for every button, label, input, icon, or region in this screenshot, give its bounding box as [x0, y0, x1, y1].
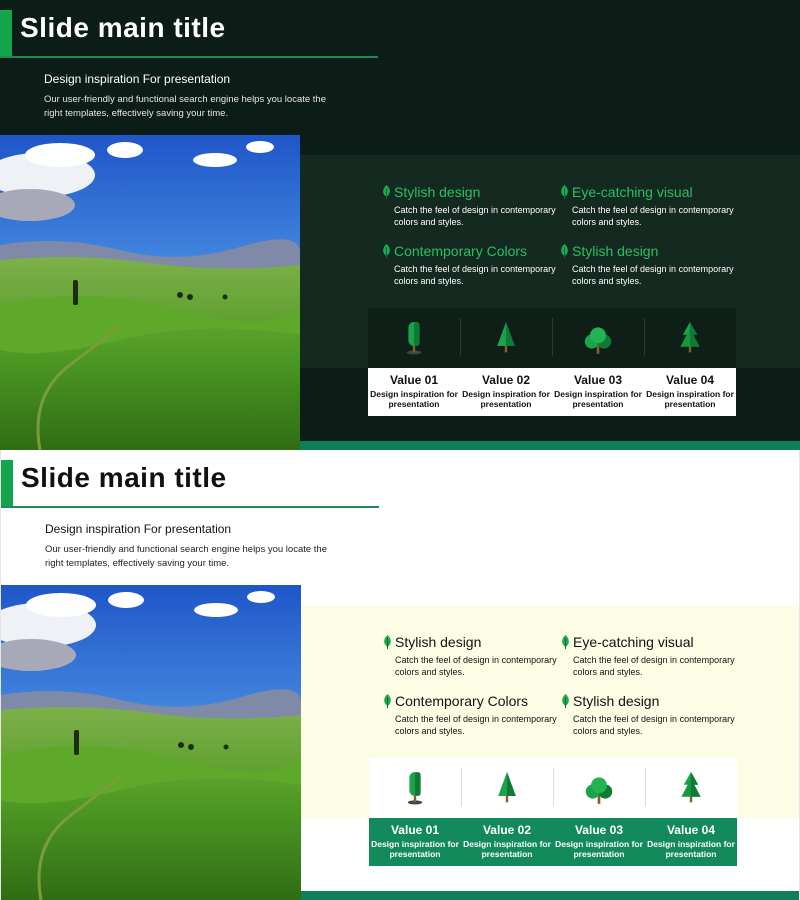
feature-text: Catch the feel of design in contemporary colors and styles. — [395, 655, 557, 677]
value-strip — [369, 818, 737, 866]
value-text: Design inspiration for presentation — [554, 389, 642, 409]
slide-light — [0, 450, 800, 900]
value-title: Value 03 — [573, 373, 623, 387]
leaf-icon — [383, 635, 392, 649]
column-tree-icon — [368, 308, 460, 368]
feature-title: Stylish design — [572, 243, 659, 259]
feature-text: Catch the feel of design in contemporary colors and styles. — [573, 714, 735, 736]
layered-pine-icon — [644, 308, 736, 368]
feature-text: Catch the feel of design in contemporary colors and styles. — [395, 714, 557, 736]
value-title: Value 03 — [574, 823, 624, 837]
title-accent-bar — [0, 10, 12, 56]
value-item — [461, 818, 553, 866]
bottom-accent-line — [300, 441, 800, 450]
value-item — [644, 368, 736, 416]
value-strip — [368, 368, 736, 416]
leaf-icon — [561, 694, 570, 708]
cone-tree-icon — [460, 308, 552, 368]
feature-title: Contemporary Colors — [395, 693, 529, 709]
feature-title: Stylish design — [573, 693, 660, 709]
value-item — [460, 368, 552, 416]
value-text: Design inspiration for presentation — [463, 839, 551, 859]
slide-title: Slide main title — [20, 12, 226, 43]
bottom-accent-line — [301, 891, 800, 900]
value-text: Design inspiration for presentation — [370, 389, 458, 409]
slide-subtitle: Design inspiration For presentation — [44, 72, 231, 86]
bush-tree-icon — [552, 308, 644, 368]
tree-icon-strip — [368, 308, 736, 368]
leaf-icon — [560, 185, 569, 199]
bush-tree-icon — [553, 758, 645, 818]
leaf-icon — [560, 244, 569, 258]
landscape-image — [0, 135, 300, 450]
title-underline — [0, 56, 378, 58]
value-text: Design inspiration for presentation — [462, 389, 550, 409]
feature-text: Catch the feel of design in contemporary colors and styles. — [394, 205, 556, 227]
feature-text: Catch the feel of design in contemporary colors and styles. — [572, 264, 734, 286]
feature-title: Stylish design — [394, 184, 481, 200]
value-item — [552, 368, 644, 416]
value-text: Design inspiration for presentation — [647, 839, 735, 859]
slide-description: Our user-friendly and functional search engine helps you locate the right templates, effectively saving your time. — [44, 94, 327, 119]
feature-title: Contemporary Colors — [394, 243, 528, 259]
leaf-icon — [382, 185, 391, 199]
slide-title: Slide main title — [21, 462, 227, 493]
slide-subtitle: Design inspiration For presentation — [45, 522, 232, 536]
title-underline — [1, 506, 379, 508]
feature-text: Catch the feel of design in contemporary colors and styles. — [573, 655, 735, 677]
value-title: Value 04 — [665, 373, 715, 387]
column-tree-icon — [369, 758, 461, 818]
cone-tree-icon — [461, 758, 553, 818]
feature-text: Catch the feel of design in contemporary colors and styles. — [394, 264, 556, 286]
value-title: Value 01 — [390, 823, 440, 837]
layered-pine-icon — [645, 758, 737, 818]
leaf-icon — [561, 635, 570, 649]
value-item — [645, 818, 737, 866]
value-text: Design inspiration for presentation — [555, 839, 643, 859]
value-item — [553, 818, 645, 866]
leaf-icon — [383, 694, 392, 708]
title-accent-bar — [1, 460, 13, 506]
feature-title: Eye-catching visual — [573, 634, 694, 650]
tree-icon-strip — [369, 758, 737, 818]
value-text: Design inspiration for presentation — [371, 839, 459, 859]
value-title: Value 02 — [481, 373, 531, 387]
feature-text: Catch the feel of design in contemporary colors and styles. — [572, 205, 734, 227]
value-item — [368, 368, 460, 416]
leaf-icon — [382, 244, 391, 258]
feature-title: Eye-catching visual — [572, 184, 693, 200]
value-item — [369, 818, 461, 866]
feature-title: Stylish design — [395, 634, 482, 650]
value-text: Design inspiration for presentation — [646, 389, 734, 409]
slide-description: Our user-friendly and functional search engine helps you locate the right templates, effectively saving your time. — [45, 544, 328, 569]
value-title: Value 01 — [389, 373, 439, 387]
value-title: Value 04 — [666, 823, 716, 837]
landscape-image — [1, 585, 301, 900]
value-title: Value 02 — [482, 823, 532, 837]
